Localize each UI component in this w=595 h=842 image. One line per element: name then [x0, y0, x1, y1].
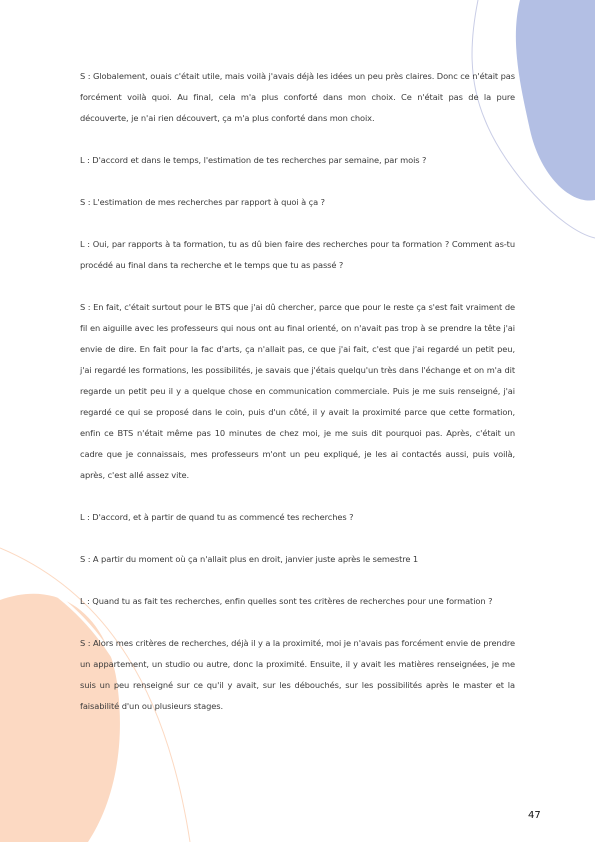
paragraph: L : Quand tu as fait tes recherches, enfin quelles sont tes critères de recherches pour une formation ? — [80, 596, 493, 606]
blue-blob-shape — [516, 0, 595, 201]
page-number: 47 — [528, 810, 541, 821]
interview-transcript — [80, 66, 515, 738]
paragraph: S : En fait, c'était surtout pour le BTS que j'ai dû chercher, parce que pour le reste ça s'est fait vraiment de fil en aiguille avec les professeurs qui nous ont au final orienté, on n'avait pas trop à se prendre la tête j'ai envie de dire. En fait pour la fac d'arts, ça n'allait pas, ce que j'ai fait, c'est que j'ai regardé un petit peu, j'ai regardé les formations, les possibilités, je savais que j'étais quelqu'un très dans l'échange et on m'a dit regarde un petit peu il y a quelque chose en communication commerciale. Puis je me suis renseigné, j'ai regardé ce qui se proposé dans le coin, puis d'un côté, il y avait la proximité parce que cette formation, enfin ce BTS n'était même pas 10 minutes de chez moi, je me suis dit pourquoi pas. Après, c'était un cadre que je connaissais, mes professeurs m'ont un peu expliqué, je les ai contactés aussi, puis voilà, après, c'est allé assez vite. — [80, 302, 515, 480]
paragraph: S : A partir du moment où ça n'allait plus en droit, janvier juste après le semestre 1 — [80, 554, 419, 564]
paragraph: L : D'accord et dans le temps, l'estimation de tes recherches par semaine, par mois ? — [80, 155, 427, 165]
paragraph: S : Alors mes critères de recherches, déjà il y a la proximité, moi je n'avais pas forcément envie de prendre un appartement, un studio ou autre, donc la proximité. Ensuite, il y avait les matières renseignées, je me suis un peu renseigné sur ce qu'il y avait, sur les débouchés, sur les possibilités après le master et la faisabilité d'un ou plusieurs stages. — [80, 638, 515, 711]
paragraph: S : Globalement, ouais c'était utile, mais voilà j'avais déjà les idées un peu près claires. Donc ce n'était pas forcément voilà quoi. Au final, cela m'a plus conforté dans mon choix. Ce n'était pas de la pure découverte, je n'ai rien découvert, ça m'a plus conforté dans mon choix. — [80, 71, 515, 123]
paragraph: L : D'accord, et à partir de quand tu as commencé tes recherches ? — [80, 512, 354, 522]
paragraph: L : Oui, par rapports à ta formation, tu as dû bien faire des recherches pour ta formation ? Comment as-tu procédé au final dans ta recherche et le temps que tu as passé ? — [80, 239, 515, 270]
paragraph: S : L'estimation de mes recherches par rapport à quoi à ça ? — [80, 197, 325, 207]
